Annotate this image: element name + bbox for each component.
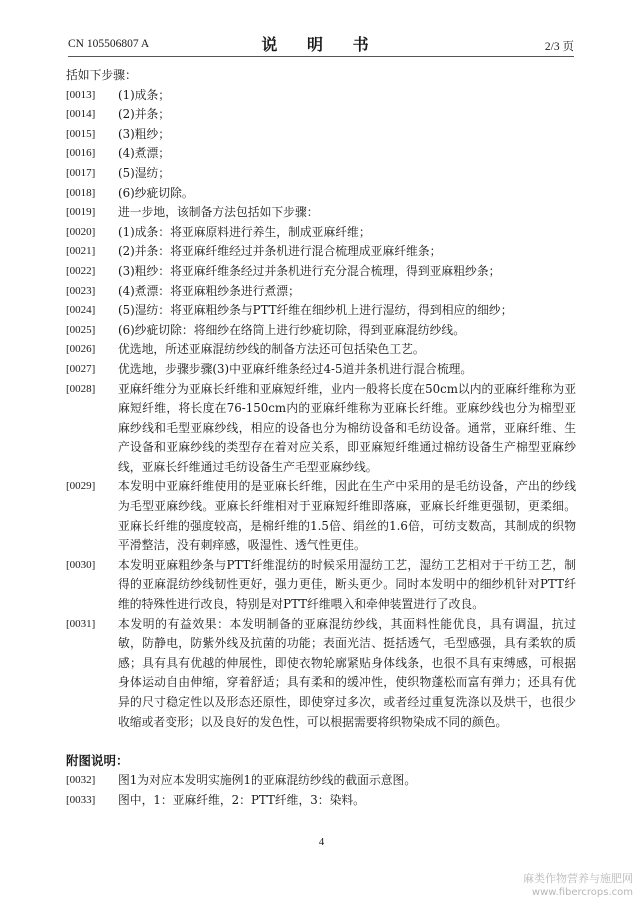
paragraph-number: [0014] [66,108,96,121]
paragraph-number: [0013] [66,88,96,101]
paragraph-text: (2)并条：将亚麻纤维经过并条机进行混合梳理成亚麻纤维条； [118,244,442,259]
paragraph-text: (1)成条； [118,87,171,102]
paragraph-text: (6)纱疵切除。 [118,185,194,200]
paragraph-number: [0018] [66,186,96,199]
paragraph [66,105,576,125]
paragraph [66,340,576,360]
paragraph-text: (3)粗纱：将亚麻纤维条经过并条机进行充分混合梳理，得到亚麻粗纱条； [118,263,501,278]
paragraph-number: [0015] [66,127,96,140]
lead-text: 括如下步骤： [66,68,137,82]
paragraph-text: 本发明亚麻粗纱条与PTT纤维混纺的时候采用湿纺工艺，湿纺工艺相对于干纺工艺，制得的亚麻混纺纱线韧性更好，强力更佳，断头更少。同时本发明中的细纱机针对PTT纤维的特殊性进行改良，特别是对PTT纤维喂入和牵伸装置进行了改良。 [118,557,576,612]
paragraph-number: [0031] [66,617,96,630]
paragraph [66,164,576,184]
paragraph [66,184,576,204]
paragraph-number: [0030] [66,558,96,571]
paragraph-text: (3)粗纱； [118,126,171,141]
paragraph [66,301,576,321]
paragraph [66,282,576,302]
paragraph [66,360,576,380]
paragraph-text: 亚麻纤维分为亚麻长纤维和亚麻短纤维，业内一般将长度在50cm以内的亚麻纤维称为亚麻短纤维，将长度在76-150cm内的亚麻纤维称为亚麻长纤维。亚麻纱线也分为棉型亚麻纱线和毛型亚麻纱线，相应的设备也分为棉纺设备和毛纺设备。通常，亚麻纤维、生产设备和亚麻纱线的类型存在着对应关系，即亚麻短纤维通过棉纺设备生产棉型亚麻纱线，亚麻长纤维通过毛纺设备生产毛型亚麻纱线。 [118,381,576,474]
paragraph [66,380,576,478]
paragraph [66,477,576,555]
paragraph-number: [0022] [66,264,96,277]
document-body [66,66,576,810]
paragraph [66,791,576,811]
paragraph [66,262,576,282]
paragraph-number: [0025] [66,323,96,336]
paragraph-text: (5)湿纺：将亚麻粗纱条与PTT纤维在细纱机上进行湿纺，得到相应的细纱； [118,303,513,318]
paragraph [66,556,576,615]
paragraph [66,203,576,223]
page-number: 4 [318,836,325,848]
watermark-url: www.fibercrops.com [531,887,633,898]
document-type-title: 说 明 书 [261,35,381,54]
watermark [523,872,633,899]
paragraph-number: [0033] [66,793,96,806]
publication-number: CN 105506807 A [68,38,150,50]
figure-paragraph-list [66,771,576,810]
paragraph-text: 图1为对应本发明实施例1的亚麻混纺纱线的截面示意图。 [118,773,417,788]
paragraph-number: [0029] [66,480,96,493]
paragraph-text: 图中，1：亚麻纤维，2：PTT纤维，3：染料。 [118,792,365,807]
paragraph-text: (6)纱疵切除：将细纱在络筒上进行纱疵切除，得到亚麻混纺纱线。 [118,322,466,337]
paragraph-text: 本发明中亚麻纤维使用的是亚麻长纤维，因此在生产中采用的是毛纺设备，产出的纱线为毛型亚麻纱线。亚麻长纤维相对于亚麻短纤维即落麻，亚麻长纤维更强韧，更柔细。亚麻长纤维的强度较高，是棉纤维的1.5倍、绢丝的1.6倍，可纺支数高，其制成的织物平滑整洁，没有刺痒感，吸湿性、透气性更佳。 [118,479,576,553]
paragraph [66,86,576,106]
paragraph [66,125,576,145]
paragraph-number: [0026] [66,343,96,356]
paragraph [66,242,576,262]
paragraph-text: (1)成条：将亚麻原料进行养生，制成亚麻纤维； [118,224,371,239]
watermark-site-name: 麻类作物营养与施肥网 [523,872,633,885]
paragraph-number: [0028] [66,382,96,395]
paragraph [66,144,576,164]
page-header [68,34,574,57]
paragraph-text: (4)煮漂：将亚麻粗纱条进行煮漂； [118,283,300,298]
paragraph-number: [0019] [66,206,96,219]
figures-heading: 附图说明： [66,753,129,769]
paragraph-text: 进一步地，该制备方法包括如下步骤： [118,205,319,220]
paragraph-number: [0023] [66,284,96,297]
paragraph-text: (2)并条； [118,107,171,122]
page-of-count: 2/3 页 [544,41,574,53]
paragraph-text: (5)湿纺； [118,165,171,180]
paragraph [66,223,576,243]
paragraph-text: 优选地，步骤步骤(3)中亚麻纤维条经过4-5道并条机进行混合梳理。 [118,361,473,376]
paragraph-number: [0032] [66,774,96,787]
paragraph [66,321,576,341]
paragraph-text: (4)煮漂； [118,146,171,161]
paragraph-number: [0027] [66,362,96,375]
paragraph-text: 优选地，所述亚麻混纺纱线的制备方法还可包括染色工艺。 [118,342,425,357]
paragraph-list [66,86,576,733]
paragraph-number: [0016] [66,147,96,160]
paragraph-number: [0017] [66,166,96,179]
paragraph-text: 本发明的有益效果：本发明制备的亚麻混纺纱线，其面料性能优良，具有调温，抗过敏，防静电，防紫外线及抗菌的功能；表面光洁、挺括透气，毛型感强，具有柔软的质感；具有具有优越的伸展性，即使衣物轮廓紧贴身体线条，也很不具有束缚感，可根据身体运动自由伸缩，穿着舒适；具有柔和的缓冲性，使织物蓬松而富有弹力；还具有优异的尺寸稳定性以及形态还原性，即使穿过多次，或者经过重复洗涤以及烘干，也很少收缩或者变形；以及良好的发色性，可以根据需要将织物染成不同的颜色。 [118,616,576,729]
section-gap [66,732,576,751]
paragraph-number: [0021] [66,245,96,258]
paragraph [66,615,576,733]
paragraph-number: [0020] [66,225,96,238]
paragraph-number: [0024] [66,304,96,317]
paragraph [66,771,576,791]
